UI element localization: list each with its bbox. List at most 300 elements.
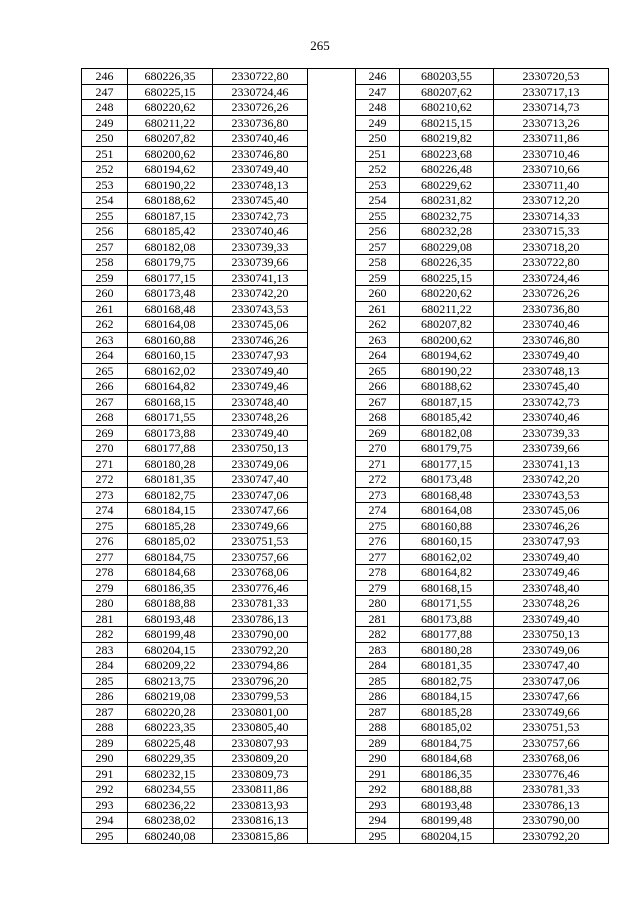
column-gap: [308, 286, 356, 302]
right-point-number-cell: 274: [356, 503, 400, 519]
left-y-coordinate-cell: 2330749,40: [213, 162, 308, 178]
right-point-number-cell: 280: [356, 596, 400, 612]
right-x-coordinate-cell: 680184,75: [400, 735, 494, 751]
right-point-number-cell: 293: [356, 797, 400, 813]
left-x-coordinate-cell: 680209,22: [128, 658, 213, 674]
table-row: [82, 332, 609, 348]
right-point-number-cell: 260: [356, 286, 400, 302]
table-row: [82, 177, 609, 193]
table-row: [82, 317, 609, 333]
table-row: [82, 658, 609, 674]
left-point-number-cell: 270: [82, 441, 128, 457]
column-gap: [308, 301, 356, 317]
coordinates-table-body: [82, 69, 609, 844]
column-gap: [308, 689, 356, 705]
left-y-coordinate-cell: 2330811,86: [213, 782, 308, 798]
left-point-number-cell: 262: [82, 317, 128, 333]
right-x-coordinate-cell: 680179,75: [400, 441, 494, 457]
column-gap: [308, 84, 356, 100]
right-y-coordinate-cell: 2330751,53: [494, 720, 609, 736]
right-point-number-cell: 250: [356, 131, 400, 147]
table-row: [82, 239, 609, 255]
right-x-coordinate-cell: 680220,62: [400, 286, 494, 302]
left-point-number-cell: 285: [82, 673, 128, 689]
left-x-coordinate-cell: 680234,55: [128, 782, 213, 798]
left-y-coordinate-cell: 2330745,06: [213, 317, 308, 333]
right-x-coordinate-cell: 680185,42: [400, 410, 494, 426]
right-y-coordinate-cell: 2330712,20: [494, 193, 609, 209]
left-y-coordinate-cell: 2330751,53: [213, 534, 308, 550]
right-y-coordinate-cell: 2330736,80: [494, 301, 609, 317]
right-point-number-cell: 294: [356, 813, 400, 829]
right-point-number-cell: 254: [356, 193, 400, 209]
right-point-number-cell: 271: [356, 456, 400, 472]
left-x-coordinate-cell: 680187,15: [128, 208, 213, 224]
table-row: [82, 580, 609, 596]
right-point-number-cell: 276: [356, 534, 400, 550]
table-row: [82, 689, 609, 705]
right-point-number-cell: 247: [356, 84, 400, 100]
left-point-number-cell: 269: [82, 425, 128, 441]
column-gap: [308, 658, 356, 674]
left-x-coordinate-cell: 680164,08: [128, 317, 213, 333]
left-point-number-cell: 283: [82, 642, 128, 658]
right-y-coordinate-cell: 2330786,13: [494, 797, 609, 813]
left-y-coordinate-cell: 2330740,46: [213, 131, 308, 147]
right-point-number-cell: 289: [356, 735, 400, 751]
right-point-number-cell: 263: [356, 332, 400, 348]
right-x-coordinate-cell: 680203,55: [400, 69, 494, 85]
left-point-number-cell: 293: [82, 797, 128, 813]
column-gap: [308, 580, 356, 596]
right-x-coordinate-cell: 680226,35: [400, 255, 494, 271]
left-point-number-cell: 289: [82, 735, 128, 751]
right-point-number-cell: 272: [356, 472, 400, 488]
right-y-coordinate-cell: 2330746,80: [494, 332, 609, 348]
left-y-coordinate-cell: 2330749,66: [213, 518, 308, 534]
right-x-coordinate-cell: 680215,15: [400, 115, 494, 131]
left-point-number-cell: 261: [82, 301, 128, 317]
right-x-coordinate-cell: 680162,02: [400, 549, 494, 565]
right-y-coordinate-cell: 2330742,20: [494, 472, 609, 488]
left-point-number-cell: 288: [82, 720, 128, 736]
left-x-coordinate-cell: 680160,88: [128, 332, 213, 348]
column-gap: [308, 720, 356, 736]
table-row: [82, 751, 609, 767]
left-y-coordinate-cell: 2330722,80: [213, 69, 308, 85]
right-x-coordinate-cell: 680188,62: [400, 379, 494, 395]
column-gap: [308, 115, 356, 131]
left-y-coordinate-cell: 2330739,33: [213, 239, 308, 255]
column-gap: [308, 317, 356, 333]
left-x-coordinate-cell: 680188,88: [128, 596, 213, 612]
right-y-coordinate-cell: 2330749,06: [494, 642, 609, 658]
right-point-number-cell: 253: [356, 177, 400, 193]
right-point-number-cell: 286: [356, 689, 400, 705]
right-y-coordinate-cell: 2330717,13: [494, 84, 609, 100]
right-x-coordinate-cell: 680232,28: [400, 224, 494, 240]
column-gap: [308, 224, 356, 240]
column-gap: [308, 348, 356, 364]
right-x-coordinate-cell: 680210,62: [400, 100, 494, 116]
column-gap: [308, 379, 356, 395]
left-point-number-cell: 276: [82, 534, 128, 550]
left-x-coordinate-cell: 680160,15: [128, 348, 213, 364]
left-y-coordinate-cell: 2330750,13: [213, 441, 308, 457]
left-point-number-cell: 275: [82, 518, 128, 534]
column-gap: [308, 162, 356, 178]
table-row: [82, 797, 609, 813]
table-row: [82, 410, 609, 426]
column-gap: [308, 534, 356, 550]
left-x-coordinate-cell: 680180,28: [128, 456, 213, 472]
right-y-coordinate-cell: 2330792,20: [494, 828, 609, 844]
right-y-coordinate-cell: 2330747,06: [494, 673, 609, 689]
left-point-number-cell: 255: [82, 208, 128, 224]
left-point-number-cell: 264: [82, 348, 128, 364]
column-gap: [308, 627, 356, 643]
left-x-coordinate-cell: 680207,82: [128, 131, 213, 147]
left-x-coordinate-cell: 680199,48: [128, 627, 213, 643]
table-row: [82, 146, 609, 162]
right-point-number-cell: 285: [356, 673, 400, 689]
left-point-number-cell: 252: [82, 162, 128, 178]
right-x-coordinate-cell: 680225,15: [400, 270, 494, 286]
left-y-coordinate-cell: 2330781,33: [213, 596, 308, 612]
column-gap: [308, 673, 356, 689]
table-row: [82, 84, 609, 100]
right-x-coordinate-cell: 680164,08: [400, 503, 494, 519]
left-x-coordinate-cell: 680194,62: [128, 162, 213, 178]
left-y-coordinate-cell: 2330768,06: [213, 565, 308, 581]
right-y-coordinate-cell: 2330711,86: [494, 131, 609, 147]
right-point-number-cell: 262: [356, 317, 400, 333]
right-x-coordinate-cell: 680171,55: [400, 596, 494, 612]
column-gap: [308, 456, 356, 472]
left-point-number-cell: 294: [82, 813, 128, 829]
column-gap: [308, 487, 356, 503]
table-row: [82, 534, 609, 550]
left-y-coordinate-cell: 2330809,20: [213, 751, 308, 767]
left-x-coordinate-cell: 680179,75: [128, 255, 213, 271]
left-point-number-cell: 258: [82, 255, 128, 271]
right-x-coordinate-cell: 680182,08: [400, 425, 494, 441]
left-x-coordinate-cell: 680213,75: [128, 673, 213, 689]
right-point-number-cell: 265: [356, 363, 400, 379]
left-y-coordinate-cell: 2330748,13: [213, 177, 308, 193]
right-point-number-cell: 266: [356, 379, 400, 395]
right-y-coordinate-cell: 2330745,06: [494, 503, 609, 519]
left-y-coordinate-cell: 2330747,40: [213, 472, 308, 488]
right-point-number-cell: 248: [356, 100, 400, 116]
column-gap: [308, 782, 356, 798]
table-row: [82, 363, 609, 379]
right-y-coordinate-cell: 2330740,46: [494, 317, 609, 333]
left-point-number-cell: 277: [82, 549, 128, 565]
right-point-number-cell: 261: [356, 301, 400, 317]
right-point-number-cell: 291: [356, 766, 400, 782]
right-y-coordinate-cell: 2330745,40: [494, 379, 609, 395]
left-x-coordinate-cell: 680186,35: [128, 580, 213, 596]
right-y-coordinate-cell: 2330743,53: [494, 487, 609, 503]
left-y-coordinate-cell: 2330748,40: [213, 394, 308, 410]
column-gap: [308, 69, 356, 85]
table-row: [82, 224, 609, 240]
right-point-number-cell: 275: [356, 518, 400, 534]
right-x-coordinate-cell: 680168,15: [400, 580, 494, 596]
right-x-coordinate-cell: 680173,48: [400, 472, 494, 488]
right-y-coordinate-cell: 2330747,40: [494, 658, 609, 674]
left-x-coordinate-cell: 680184,68: [128, 565, 213, 581]
left-point-number-cell: 292: [82, 782, 128, 798]
right-y-coordinate-cell: 2330750,13: [494, 627, 609, 643]
left-y-coordinate-cell: 2330757,66: [213, 549, 308, 565]
left-x-coordinate-cell: 680184,75: [128, 549, 213, 565]
left-point-number-cell: 272: [82, 472, 128, 488]
left-x-coordinate-cell: 680204,15: [128, 642, 213, 658]
column-gap: [308, 828, 356, 844]
table-row: [82, 828, 609, 844]
left-x-coordinate-cell: 680184,15: [128, 503, 213, 519]
right-y-coordinate-cell: 2330741,13: [494, 456, 609, 472]
left-point-number-cell: 280: [82, 596, 128, 612]
coordinates-table: [81, 68, 609, 844]
right-point-number-cell: 252: [356, 162, 400, 178]
left-point-number-cell: 295: [82, 828, 128, 844]
left-y-coordinate-cell: 2330743,53: [213, 301, 308, 317]
left-y-coordinate-cell: 2330805,40: [213, 720, 308, 736]
left-x-coordinate-cell: 680171,55: [128, 410, 213, 426]
table-row: [82, 255, 609, 271]
right-point-number-cell: 279: [356, 580, 400, 596]
right-x-coordinate-cell: 680168,48: [400, 487, 494, 503]
right-y-coordinate-cell: 2330726,26: [494, 286, 609, 302]
left-point-number-cell: 257: [82, 239, 128, 255]
table-row: [82, 193, 609, 209]
right-x-coordinate-cell: 680219,82: [400, 131, 494, 147]
left-x-coordinate-cell: 680225,15: [128, 84, 213, 100]
right-x-coordinate-cell: 680193,48: [400, 797, 494, 813]
left-point-number-cell: 246: [82, 69, 128, 85]
right-x-coordinate-cell: 680232,75: [400, 208, 494, 224]
right-x-coordinate-cell: 680184,15: [400, 689, 494, 705]
right-y-coordinate-cell: 2330742,73: [494, 394, 609, 410]
right-point-number-cell: 264: [356, 348, 400, 364]
right-y-coordinate-cell: 2330749,40: [494, 549, 609, 565]
right-point-number-cell: 249: [356, 115, 400, 131]
left-point-number-cell: 282: [82, 627, 128, 643]
right-y-coordinate-cell: 2330749,40: [494, 611, 609, 627]
left-y-coordinate-cell: 2330776,46: [213, 580, 308, 596]
table-row: [82, 301, 609, 317]
left-y-coordinate-cell: 2330740,46: [213, 224, 308, 240]
left-x-coordinate-cell: 680193,48: [128, 611, 213, 627]
left-x-coordinate-cell: 680173,88: [128, 425, 213, 441]
left-x-coordinate-cell: 680229,35: [128, 751, 213, 767]
right-y-coordinate-cell: 2330748,26: [494, 596, 609, 612]
column-gap: [308, 596, 356, 612]
left-y-coordinate-cell: 2330747,93: [213, 348, 308, 364]
left-point-number-cell: 274: [82, 503, 128, 519]
left-y-coordinate-cell: 2330807,93: [213, 735, 308, 751]
column-gap: [308, 255, 356, 271]
left-point-number-cell: 265: [82, 363, 128, 379]
right-x-coordinate-cell: 680204,15: [400, 828, 494, 844]
right-point-number-cell: 290: [356, 751, 400, 767]
left-y-coordinate-cell: 2330747,66: [213, 503, 308, 519]
table-row: [82, 704, 609, 720]
left-point-number-cell: 291: [82, 766, 128, 782]
left-y-coordinate-cell: 2330801,00: [213, 704, 308, 720]
right-x-coordinate-cell: 680160,88: [400, 518, 494, 534]
right-y-coordinate-cell: 2330749,66: [494, 704, 609, 720]
left-y-coordinate-cell: 2330813,93: [213, 797, 308, 813]
right-y-coordinate-cell: 2330715,33: [494, 224, 609, 240]
left-point-number-cell: 256: [82, 224, 128, 240]
left-x-coordinate-cell: 680168,15: [128, 394, 213, 410]
left-y-coordinate-cell: 2330736,80: [213, 115, 308, 131]
right-y-coordinate-cell: 2330720,53: [494, 69, 609, 85]
left-y-coordinate-cell: 2330799,53: [213, 689, 308, 705]
right-y-coordinate-cell: 2330747,93: [494, 534, 609, 550]
column-gap: [308, 177, 356, 193]
table-row: [82, 348, 609, 364]
right-x-coordinate-cell: 680160,15: [400, 534, 494, 550]
right-x-coordinate-cell: 680190,22: [400, 363, 494, 379]
column-gap: [308, 425, 356, 441]
table-row: [82, 115, 609, 131]
column-gap: [308, 410, 356, 426]
right-point-number-cell: 295: [356, 828, 400, 844]
table-row: [82, 813, 609, 829]
left-y-coordinate-cell: 2330742,20: [213, 286, 308, 302]
right-x-coordinate-cell: 680188,88: [400, 782, 494, 798]
right-point-number-cell: 259: [356, 270, 400, 286]
right-y-coordinate-cell: 2330722,80: [494, 255, 609, 271]
left-x-coordinate-cell: 680240,08: [128, 828, 213, 844]
column-gap: [308, 503, 356, 519]
right-point-number-cell: 270: [356, 441, 400, 457]
left-x-coordinate-cell: 680211,22: [128, 115, 213, 131]
column-gap: [308, 239, 356, 255]
column-gap: [308, 332, 356, 348]
table-row: [82, 425, 609, 441]
right-point-number-cell: 287: [356, 704, 400, 720]
left-x-coordinate-cell: 680232,15: [128, 766, 213, 782]
left-point-number-cell: 267: [82, 394, 128, 410]
left-y-coordinate-cell: 2330739,66: [213, 255, 308, 271]
left-y-coordinate-cell: 2330741,13: [213, 270, 308, 286]
right-x-coordinate-cell: 680173,88: [400, 611, 494, 627]
right-point-number-cell: 255: [356, 208, 400, 224]
right-point-number-cell: 257: [356, 239, 400, 255]
right-point-number-cell: 267: [356, 394, 400, 410]
left-x-coordinate-cell: 680185,42: [128, 224, 213, 240]
left-y-coordinate-cell: 2330745,40: [213, 193, 308, 209]
right-x-coordinate-cell: 680207,82: [400, 317, 494, 333]
right-y-coordinate-cell: 2330714,33: [494, 208, 609, 224]
column-gap: [308, 131, 356, 147]
right-x-coordinate-cell: 680185,28: [400, 704, 494, 720]
right-point-number-cell: 281: [356, 611, 400, 627]
table-row: [82, 720, 609, 736]
column-gap: [308, 270, 356, 286]
right-x-coordinate-cell: 680182,75: [400, 673, 494, 689]
right-y-coordinate-cell: 2330757,66: [494, 735, 609, 751]
table-row: [82, 518, 609, 534]
right-x-coordinate-cell: 680186,35: [400, 766, 494, 782]
column-gap: [308, 813, 356, 829]
left-point-number-cell: 253: [82, 177, 128, 193]
right-x-coordinate-cell: 680207,62: [400, 84, 494, 100]
table-row: [82, 565, 609, 581]
column-gap: [308, 472, 356, 488]
left-x-coordinate-cell: 680177,15: [128, 270, 213, 286]
right-x-coordinate-cell: 680226,48: [400, 162, 494, 178]
right-point-number-cell: 283: [356, 642, 400, 658]
column-gap: [308, 193, 356, 209]
column-gap: [308, 766, 356, 782]
left-x-coordinate-cell: 680182,75: [128, 487, 213, 503]
left-x-coordinate-cell: 680188,62: [128, 193, 213, 209]
left-point-number-cell: 268: [82, 410, 128, 426]
left-x-coordinate-cell: 680164,82: [128, 379, 213, 395]
left-point-number-cell: 286: [82, 689, 128, 705]
column-gap: [308, 704, 356, 720]
right-y-coordinate-cell: 2330739,33: [494, 425, 609, 441]
left-y-coordinate-cell: 2330796,20: [213, 673, 308, 689]
right-y-coordinate-cell: 2330768,06: [494, 751, 609, 767]
right-x-coordinate-cell: 680200,62: [400, 332, 494, 348]
right-y-coordinate-cell: 2330710,66: [494, 162, 609, 178]
right-point-number-cell: 292: [356, 782, 400, 798]
table-row: [82, 441, 609, 457]
right-point-number-cell: 277: [356, 549, 400, 565]
right-y-coordinate-cell: 2330713,26: [494, 115, 609, 131]
right-x-coordinate-cell: 680180,28: [400, 642, 494, 658]
right-point-number-cell: 288: [356, 720, 400, 736]
left-point-number-cell: 249: [82, 115, 128, 131]
left-x-coordinate-cell: 680173,48: [128, 286, 213, 302]
right-x-coordinate-cell: 680223,68: [400, 146, 494, 162]
right-x-coordinate-cell: 680181,35: [400, 658, 494, 674]
left-point-number-cell: 279: [82, 580, 128, 596]
right-x-coordinate-cell: 680177,15: [400, 456, 494, 472]
table-row: [82, 487, 609, 503]
left-y-coordinate-cell: 2330815,86: [213, 828, 308, 844]
right-y-coordinate-cell: 2330711,40: [494, 177, 609, 193]
right-y-coordinate-cell: 2330718,20: [494, 239, 609, 255]
right-x-coordinate-cell: 680229,08: [400, 239, 494, 255]
left-x-coordinate-cell: 680185,02: [128, 534, 213, 550]
left-y-coordinate-cell: 2330746,26: [213, 332, 308, 348]
left-x-coordinate-cell: 680225,48: [128, 735, 213, 751]
right-y-coordinate-cell: 2330724,46: [494, 270, 609, 286]
left-point-number-cell: 278: [82, 565, 128, 581]
right-x-coordinate-cell: 680187,15: [400, 394, 494, 410]
left-point-number-cell: 248: [82, 100, 128, 116]
left-y-coordinate-cell: 2330748,26: [213, 410, 308, 426]
right-x-coordinate-cell: 680185,02: [400, 720, 494, 736]
table-row: [82, 642, 609, 658]
left-y-coordinate-cell: 2330790,00: [213, 627, 308, 643]
left-point-number-cell: 260: [82, 286, 128, 302]
column-gap: [308, 797, 356, 813]
column-gap: [308, 751, 356, 767]
left-x-coordinate-cell: 680238,02: [128, 813, 213, 829]
left-x-coordinate-cell: 680185,28: [128, 518, 213, 534]
left-x-coordinate-cell: 680162,02: [128, 363, 213, 379]
